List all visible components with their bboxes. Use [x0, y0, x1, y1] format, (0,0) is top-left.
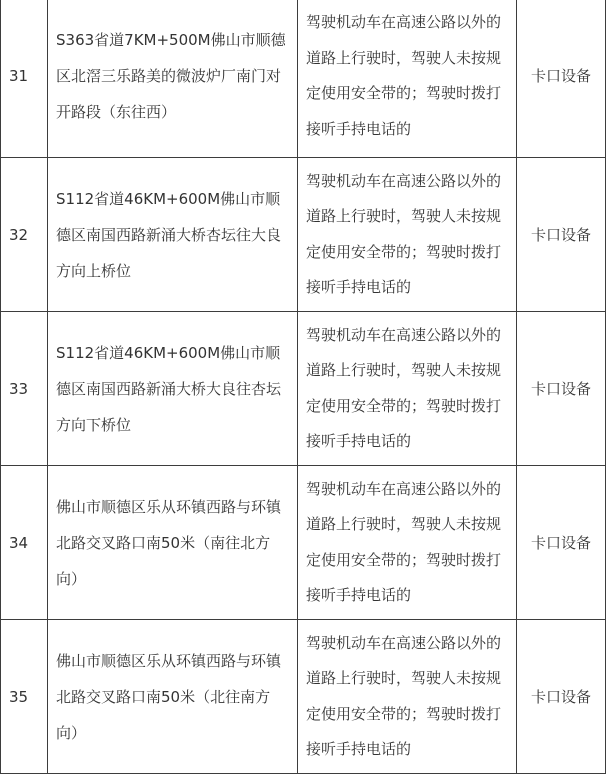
device-type-cell: 卡口设备 [517, 158, 606, 312]
table-row [1, 0, 606, 158]
violation-cell: 驾驶机动车在高速公路以外的道路上行驶时，驾驶人未按规定使用安全带的；驾驶时拨打接听手持电话的 [298, 466, 517, 620]
device-type-cell: 卡口设备 [517, 0, 606, 158]
row-number: 31 [1, 0, 48, 158]
row-number: 35 [1, 620, 48, 774]
location-cell: S112省道46KM+600M佛山市顺德区南国西路新涌大桥大良往杏坛方向下桥位 [48, 312, 298, 466]
location-cell: S112省道46KM+600M佛山市顺德区南国西路新涌大桥杏坛往大良方向上桥位 [48, 158, 298, 312]
violation-cell: 驾驶机动车在高速公路以外的道路上行驶时，驾驶人未按规定使用安全带的；驾驶时拨打接听手持电话的 [298, 0, 517, 158]
table-row [1, 620, 606, 774]
location-cell: S363省道7KM+500M佛山市顺德区北滘三乐路美的微波炉厂南门对开路段（东往西） [48, 0, 298, 158]
location-cell: 佛山市顺德区乐从环镇西路与环镇北路交叉路口南50米（南往北方向） [48, 466, 298, 620]
violation-cell: 驾驶机动车在高速公路以外的道路上行驶时，驾驶人未按规定使用安全带的；驾驶时拨打接听手持电话的 [298, 312, 517, 466]
table-row [1, 158, 606, 312]
location-cell: 佛山市顺德区乐从环镇西路与环镇北路交叉路口南50米（北往南方向） [48, 620, 298, 774]
violation-cell: 驾驶机动车在高速公路以外的道路上行驶时，驾驶人未按规定使用安全带的；驾驶时拨打接听手持电话的 [298, 620, 517, 774]
device-type-cell: 卡口设备 [517, 620, 606, 774]
device-type-cell: 卡口设备 [517, 312, 606, 466]
device-type-cell: 卡口设备 [517, 466, 606, 620]
violation-cell: 驾驶机动车在高速公路以外的道路上行驶时，驾驶人未按规定使用安全带的；驾驶时拨打接听手持电话的 [298, 158, 517, 312]
row-number: 32 [1, 158, 48, 312]
table-row [1, 466, 606, 620]
table-row [1, 312, 606, 466]
row-number: 33 [1, 312, 48, 466]
row-number: 34 [1, 466, 48, 620]
